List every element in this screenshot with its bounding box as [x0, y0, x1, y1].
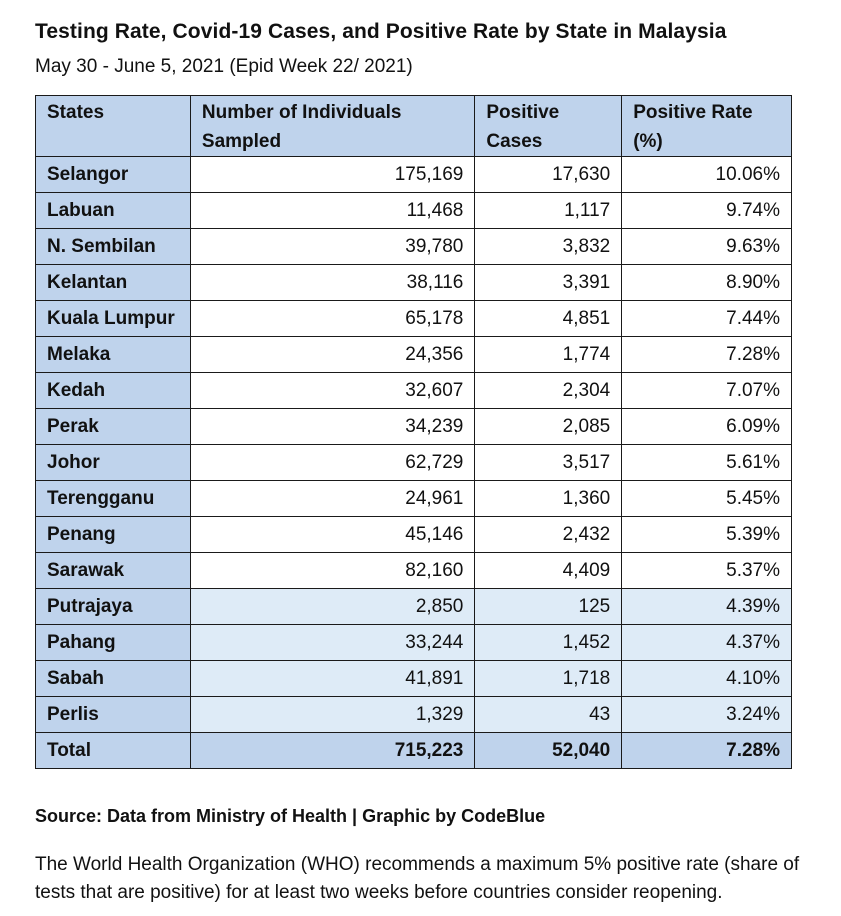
table-row: [36, 517, 792, 553]
cell-sampled: 38,116: [190, 265, 474, 301]
cell-state: Kuala Lumpur: [36, 301, 191, 337]
cell-cases: 3,517: [475, 445, 622, 481]
cell-cases: 17,630: [475, 157, 622, 193]
table-row: [36, 265, 792, 301]
table-row: [36, 589, 792, 625]
cell-cases: 2,304: [475, 373, 622, 409]
table-row: [36, 193, 792, 229]
cell-sampled: 24,961: [190, 481, 474, 517]
table-row: [36, 661, 792, 697]
cell-rate: 4.37%: [622, 625, 792, 661]
cell-state: Johor: [36, 445, 191, 481]
cell-state: Melaka: [36, 337, 191, 373]
cell-sampled: 1,329: [190, 697, 474, 733]
cell-state: Labuan: [36, 193, 191, 229]
cell-sampled: 34,239: [190, 409, 474, 445]
cell-sampled: 32,607: [190, 373, 474, 409]
table-total-row: [36, 733, 792, 769]
cell-cases: 2,432: [475, 517, 622, 553]
total-state: Total: [36, 733, 191, 769]
cell-rate: 6.09%: [622, 409, 792, 445]
cell-rate: 8.90%: [622, 265, 792, 301]
who-note: The World Health Organization (WHO) recommends a maximum 5% positive rate (share of tests that are positive) for at least two weeks before countries consider reopening.: [35, 854, 800, 903]
page-title: Testing Rate, Covid-19 Cases, and Positive Rate by State in Malaysia: [35, 20, 727, 43]
cell-sampled: 39,780: [190, 229, 474, 265]
table-row: [36, 625, 792, 661]
table-row: [36, 301, 792, 337]
table-row: [36, 373, 792, 409]
table-row: [36, 697, 792, 733]
cell-sampled: 175,169: [190, 157, 474, 193]
cell-sampled: 33,244: [190, 625, 474, 661]
cell-rate: 10.06%: [622, 157, 792, 193]
cell-rate: 7.28%: [622, 337, 792, 373]
cell-sampled: 65,178: [190, 301, 474, 337]
cell-cases: 1,117: [475, 193, 622, 229]
cell-rate: 9.63%: [622, 229, 792, 265]
cell-rate: 4.39%: [622, 589, 792, 625]
source-credit: Source: Data from Ministry of Health | Graphic by CodeBlue: [35, 806, 546, 826]
cell-sampled: 62,729: [190, 445, 474, 481]
page-subtitle: May 30 - June 5, 2021 (Epid Week 22/ 2021): [35, 56, 413, 77]
cell-cases: 3,832: [475, 229, 622, 265]
cell-sampled: 45,146: [190, 517, 474, 553]
header-positive-rate: Positive Rate (%): [622, 96, 792, 157]
cell-cases: 1,718: [475, 661, 622, 697]
cell-cases: 4,851: [475, 301, 622, 337]
cell-rate: 9.74%: [622, 193, 792, 229]
cell-cases: 3,391: [475, 265, 622, 301]
cell-state: Selangor: [36, 157, 191, 193]
cell-cases: 125: [475, 589, 622, 625]
cell-rate: 4.10%: [622, 661, 792, 697]
cell-sampled: 41,891: [190, 661, 474, 697]
header-positive-cases: Positive Cases: [475, 96, 622, 157]
cell-sampled: 82,160: [190, 553, 474, 589]
total-cases: 52,040: [475, 733, 622, 769]
cell-sampled: 2,850: [190, 589, 474, 625]
cell-cases: 1,452: [475, 625, 622, 661]
cell-rate: 3.24%: [622, 697, 792, 733]
cell-state: Sarawak: [36, 553, 191, 589]
cell-state: N. Sembilan: [36, 229, 191, 265]
cell-state: Putrajaya: [36, 589, 191, 625]
cell-rate: 5.45%: [622, 481, 792, 517]
cell-state: Perlis: [36, 697, 191, 733]
table-row: [36, 553, 792, 589]
table-row: [36, 409, 792, 445]
total-rate: 7.28%: [622, 733, 792, 769]
cell-rate: 5.39%: [622, 517, 792, 553]
header-states: States: [36, 96, 191, 157]
header-sampled: Number of Individuals Sampled: [190, 96, 474, 157]
cell-state: Kedah: [36, 373, 191, 409]
cell-cases: 1,360: [475, 481, 622, 517]
cell-state: Sabah: [36, 661, 191, 697]
cell-sampled: 24,356: [190, 337, 474, 373]
cell-state: Pahang: [36, 625, 191, 661]
cell-cases: 1,774: [475, 337, 622, 373]
cell-cases: 2,085: [475, 409, 622, 445]
cell-cases: 43: [475, 697, 622, 733]
data-table: [35, 95, 792, 769]
cell-rate: 7.07%: [622, 373, 792, 409]
table-row: [36, 337, 792, 373]
cell-state: Terengganu: [36, 481, 191, 517]
cell-state: Kelantan: [36, 265, 191, 301]
table-row: [36, 445, 792, 481]
cell-sampled: 11,468: [190, 193, 474, 229]
table-header-row: [36, 96, 792, 157]
total-sampled: 715,223: [190, 733, 474, 769]
cell-rate: 5.37%: [622, 553, 792, 589]
cell-rate: 5.61%: [622, 445, 792, 481]
cell-state: Perak: [36, 409, 191, 445]
cell-rate: 7.44%: [622, 301, 792, 337]
cell-state: Penang: [36, 517, 191, 553]
cell-cases: 4,409: [475, 553, 622, 589]
table-row: [36, 157, 792, 193]
table-row: [36, 481, 792, 517]
table-row: [36, 229, 792, 265]
